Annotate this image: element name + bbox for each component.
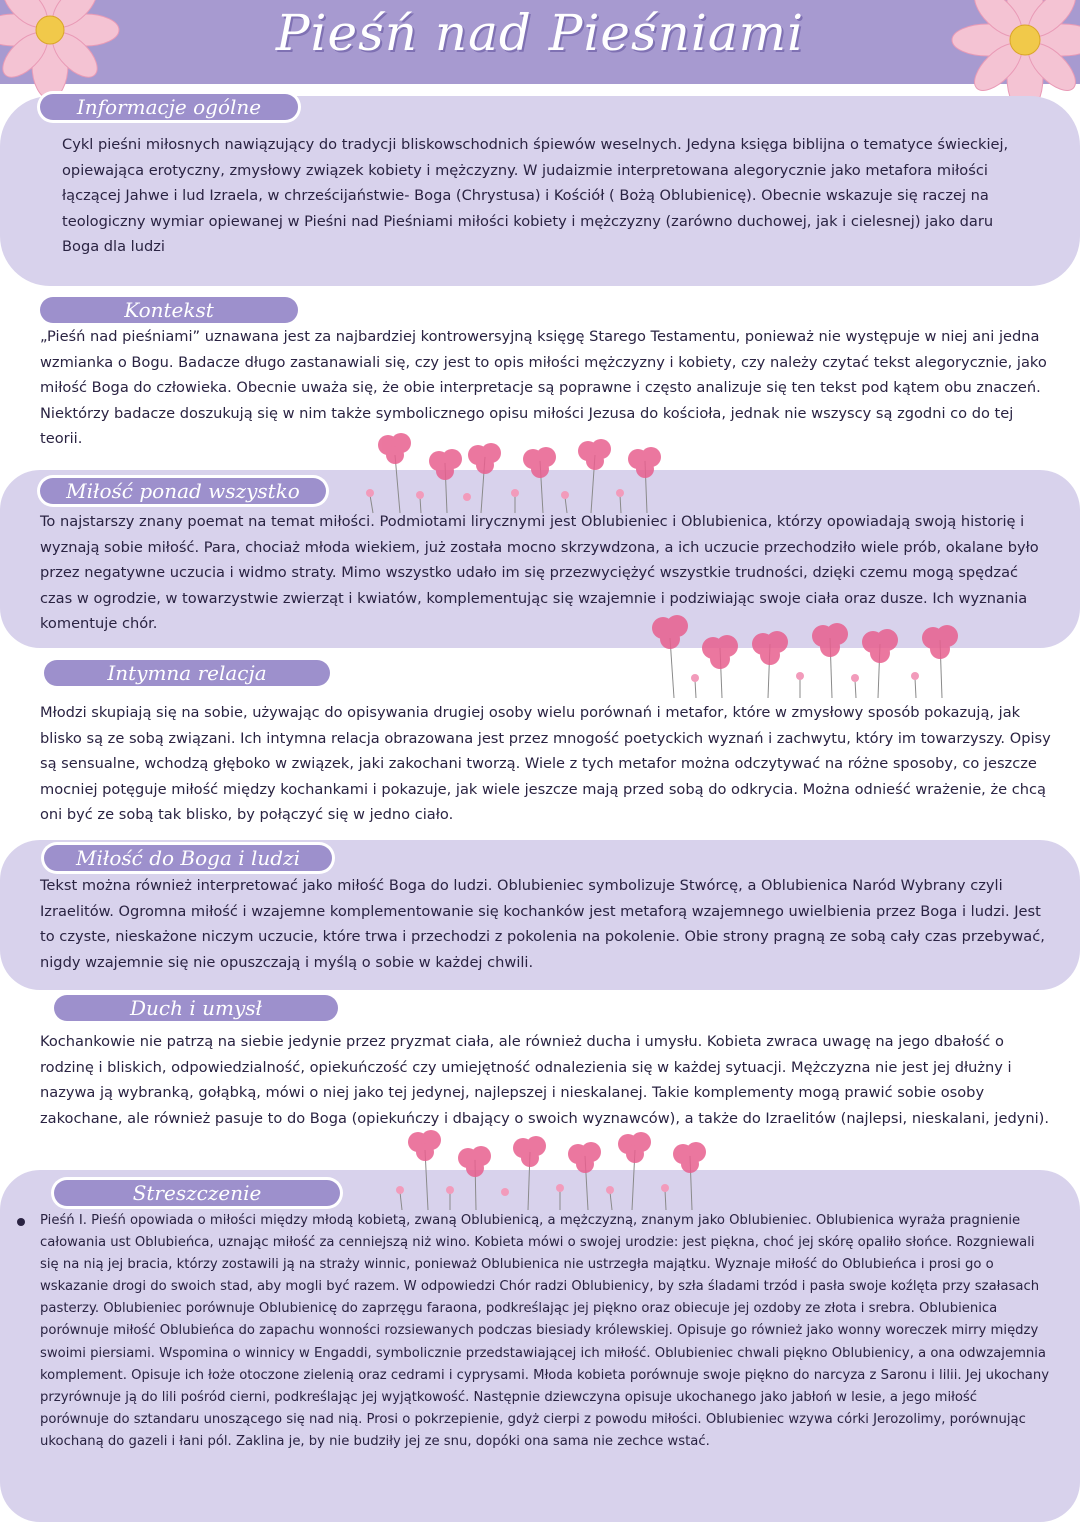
section-heading: Informacje ogólne <box>40 94 298 120</box>
section-heading: Streszczenie <box>54 1180 340 1206</box>
section-text: Pieśń I. Pieśń opowiada o miłości między młodą kobietą, zwaną Oblubienicą, a mężczyzną, znanym jako Oblubieniec. Oblubienica wyraża pragnienie całowania ust Oblubieńca, uznając miłość za cenniejszą niż wino. Kobieta mówi o swojej urodzie: jest piękna, choć jej skórę opaliło słońce. Rozgniewali się na nią jej bracia, którzy zostawili ją na straży winnic, ponieważ Oblubienica nie ustrzegła majątku. Wyznaje miłość do Oblubieńca i prosi go o wskazanie drogi do swoich stad, aby mogli być razem. W odpowiedzi Chór radzi Oblubienicy, by szła śladami trzód i pasła swoje koźlęta przy szałasach pasterzy. Oblubieniec porównuje Oblubienicę do zaprzęgu faraona, podkreślając jej piękno oraz obiecuje jej ozdoby ze złota i srebra. Oblubienica porównuje miłość Oblubieńca do zapachu wonności rozsiewanych podczas biesiady królewskiej. Opisuje go również jako wonny woreczek mirry między swoimi piersiami. Wspomina o winnicy w Engaddi, symbolicznie przedstawiającej ich miłość. Oblubieniec chwali piękno Oblubienicy, a ona odwzajemnia komplement. Opisuje ich łoże otoczone zielenią oraz cedrami i cyprysami. Młoda kobieta porównuje swoje piękno do narcyza z Saronu i lilii. Jej ukochany przyrównuje ją do lili pośród cierni, podkreślając jej wyjątkowość. Następnie dziewczyna opisuje ukochanego jako jabłoń w lesie, a jego miłość porównuje do sztandaru unoszącego się nad nią. Prosi o pokrzepienie, gdyż cierpi z powodu miłości. Oblubieniec wzywa córki Jerozolimy, porównując ukochaną do gazeli i łani pól. Zaklina je, by nie budziły jej ze snu, dopóki ona sama nie zechce wstać. <box>40 1213 1050 1449</box>
pink-flowers-icon <box>355 425 675 515</box>
section-text: To najstarszy znany poemat na temat miłości. Podmiotami lirycznymi jest Oblubieniec i Oblubienica, którzy opowiadają swoją historię i wyznają sobie miłość. Para, chociaż młoda wiekiem, już została mocno skrzywdzona, a ich uczucie przechodziło wiele prób, okalane było przez negatywne uczucia i widmo straty. Mimo wszystko udało im się przezwyciężyć wszystkie trudności, dzięki czemu mogą spędzać czas w ogrodzie, w towarzystwie zwierząt i kwiatów, komplementując się wzajemnie i podziwiając swoje ciała oraz dusze. Ich wyznania komentuje chór. <box>40 513 1039 633</box>
section-text: „Pieśń nad pieśniami” uznawana jest za najbardziej kontrowersyjną księgę Starego Testamentu, ponieważ nie występuje w niej ani jedna wzmianka o Bogu. Badacze długo zastanawiali się, czy jest to opis miłości mężczyzny i kobiety, czy należy czytać tekst alegorycznie, jako miłość Boga do człowieka. Obecnie uważa się, że obie interpretacje są poprawne i często analizuje się ten tekst pod kątem obu znaczeń. Niektórzy badacze doszukują się w nim także symbolicznego opisu miłości Jezusa do kościoła, jednak nie wszyscy są zgodni co do tej teorii. <box>40 328 1047 448</box>
section-heading: Miłość do Boga i ludzi <box>44 845 332 871</box>
section-heading: Duch i umysł <box>54 995 338 1021</box>
section-text: Tekst można również interpretować jako miłość Boga do ludzi. Oblubieniec symbolizuje Stwórcę, a Oblubienica Naród Wybrany czyli Izraelitów. Ogromna miłość i wzajemne komplementowanie się kochanków jest metaforą wzajemnego uwielbienia przez Boga i ludzi. Jest to czyste, nieskażone niczym uczucie, które trwa i przechodzi z pokolenia na pokolenie. Obie strony pragną ze sobą cały czas przebywać, nigdy wzajemnie się nie opuszczają i myślą o sobie w każdej chwili. <box>40 877 1045 971</box>
bullet-icon <box>17 1218 25 1226</box>
section-heading: Intymna relacja <box>44 660 330 686</box>
page-title: Pieśń nad Pieśniami <box>275 4 805 62</box>
section-heading: Miłość ponad wszystko <box>40 478 326 504</box>
pink-flowers-icon <box>380 1120 740 1212</box>
section-text: Kochankowie nie patrzą na siebie jedynie przez pryzmat ciała, ale również ducha i umysłu. Kobieta zwraca uwagę na jego dbałość o rodzinę i bliskich, odpowiedzialność, opiekuńczość czy umiejętność odnalezienia się w każdej sytuacji. Mężczyzna nie jest jej dłużny i nazywa ją wybranką, gołąbką, mówi o niej jako tej jedynej, najlepszej i nieskalanej. Takie komplementy mogą prawić sobie osoby zakochane, ale również pasuje to do Boga (opiekuńczy i dbający o swoich wyznawców), a także do Izraelitów (najlepsi, nieskalani, jedyni). <box>40 1033 1049 1127</box>
section-text: Młodzi skupiają się na sobie, używając do opisywania drugiej osoby wielu porównań i metafor, które w zmysłowy sposób pokazują, jak blisko są ze sobą związani. Ich intymna relacja obrazowana jest przez mnogość poetyckich wyznań i zachwytu, który im towarzyszy. Opisy są sensualne, wchodzą głęboko w związek, jaki zakochani tworzą. Wiele z tych metafor można odczytywać na różne sposoby, co jeszcze mocniej potęguje miłość między kochankami i pokazuje, jak wiele jeszcze mają przed sobą do odkrycia. Można odnieść wrażenie, że chcą oni być ze sobą tak blisko, by połączyć się w jedno ciało. <box>40 704 1051 824</box>
pink-flowers-icon <box>640 608 980 700</box>
section-heading: Kontekst <box>40 297 298 323</box>
section-text: Cykl pieśni miłosnych nawiązujący do tradycji bliskowschodnich śpiewów weselnych. Jedyna księga biblijna o tematyce świeckiej, opiewająca erotyczny, zmysłowy związek kobiety i mężczyzny. W judaizmie interpretowana alegorycznie jako metafora miłości łączącej Jahwe i lud Izraela, w chrześcijaństwie- Boga (Chrystusa) i Kościół ( Bożą Oblubienicę). Obecnie wskazuje się raczej na teologiczny wymiar opiewanej w Pieśni nad Pieśniami miłości kobiety i mężczyzny (zarówno duchowej, jak i cielesnej) jako daru Boga dla ludzi <box>62 136 1009 256</box>
